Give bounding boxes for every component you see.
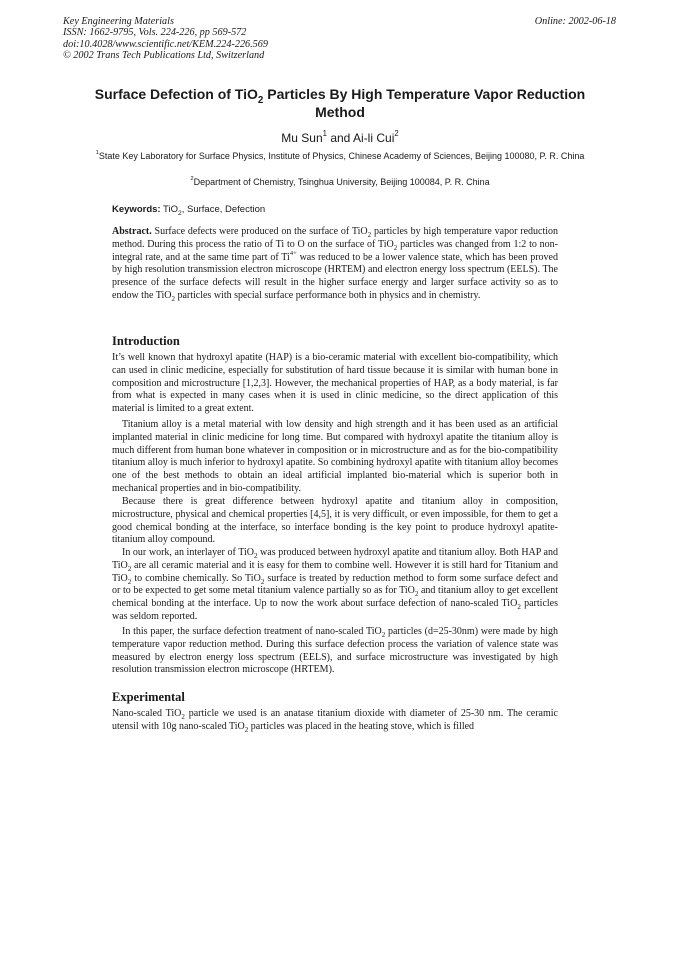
affiliation-2-text: Department of Chemistry, Tsinghua University, Beijing 100084, P. R. China: [193, 177, 490, 187]
affiliation-1: [90, 150, 590, 162]
p6-text-c: particles was placed in the heating stove, which is filled: [248, 720, 475, 732]
issn-line: ISSN: 1662-9795, Vols. 224-226, pp 569-572: [63, 27, 247, 39]
p4-sub-2: 2: [127, 564, 132, 573]
p5-sub-1: 2: [381, 631, 386, 639]
abstract-text-4: was reduced to be a lower valence state, which has been proved by high resolution transmission electron microscope (HRTEM) and electron energy loss spectrum (EELS). The presence of the surface defects will result in the higher surface energy and larger surface activity so as to endow the TiO: [112, 251, 558, 301]
experimental-paragraph-1: [112, 708, 558, 734]
p6-text-b: particle we used is an anatase titanium dioxide with diameter of 25-30 nm. The ceramic utensil with 10g nano-scaled TiO: [112, 708, 558, 732]
author-1-sup: 1: [322, 129, 327, 139]
p4-sub-4: 2: [260, 577, 265, 586]
experimental-heading: Experimental: [112, 690, 185, 704]
author-2: Ai-li Cui: [353, 131, 395, 145]
author-1: Mu Sun: [281, 131, 323, 145]
journal-name: Key Engineering Materials: [63, 16, 174, 27]
introduction-heading: Introduction: [112, 334, 180, 348]
title-sub: 2: [257, 94, 264, 106]
keywords-rest: , Surface, Defection: [181, 204, 266, 215]
abstract-text-1: Surface defects were produced on the surface of TiO: [151, 226, 368, 237]
p4-text-c: are all ceramic material and it is easy for them to combine well. However it is still hard for Titanium and TiO: [112, 559, 558, 584]
online-date: Online: 2002-06-18: [534, 16, 616, 27]
p4-sub-1: 2: [253, 552, 258, 560]
p6-text-a: Nano-scaled TiO: [112, 708, 182, 719]
keyword-1: TiO: [160, 204, 178, 215]
p4-text-b: was produced between hydroxyl apatite and titanium alloy. Both HAP and TiO: [112, 547, 558, 571]
abstract: [112, 226, 558, 303]
abstract-sub-2: 2: [393, 243, 398, 252]
keyword-1-sub: 2: [178, 209, 182, 217]
intro-paragraph-2: Titanium alloy is a metal material with low density and high strength and it has been used as an artificial implanted material in clinic medicine for long time. But compared with hydroxyl apatite the titanium alloy is much different from human bone whatever in composition or in microstructure and as for the bio-compatibility titanium alloy is much inferior to hydroxyl apatite. So combining hydroxyl apatite with titanium alloy becomes one of the best methods to obtain an ideal artificial implanted bio-material which is superior both in mechanical properties and in bio-compatibility.: [112, 419, 558, 494]
affiliation-2: [90, 176, 590, 188]
p4-text-e: surface is treated by reduction method to form some surface defect and or to be expected to get some metal titanium valence partially so as for TiO: [112, 572, 558, 597]
journal-header: [63, 16, 268, 62]
intro-paragraph-5: [112, 626, 558, 677]
abstract-text-5: particles with special surface performance both in physics and in chemistry.: [174, 289, 481, 301]
p6-sub-1: 2: [181, 713, 185, 721]
author-and: and: [326, 131, 354, 145]
abstract-sup: 4+: [289, 249, 297, 257]
affiliation-2-sup: 2: [190, 176, 194, 183]
title-part2: Particles By High Temperature Vapor Reduction Method: [263, 86, 586, 120]
p6-sub-2: 2: [244, 725, 249, 734]
p4-sub-5: 2: [414, 590, 419, 599]
intro-paragraph-4: [112, 547, 558, 624]
p4-text-f: and titanium alloy to get excellent chemical bonding at the interface. Up to now the work about surface defection of nano-scaled TiO: [112, 585, 558, 610]
intro-paragraph-1: It’s well known that hydroxyl apatite (HAP) is a bio-ceramic material with excellent bio-compatibility, which can used in clinic medicine, especially for substitution of hard tissue because it is similar with human bone in composition and microstructure [1,2,3]. However, the mechanical properties of HAP, as a body material, is far from what is expected in many cases when it is used in clinic medicine, so the direct application of this material is limited to a great extent.: [112, 352, 558, 415]
p4-text-g: particles was seldom reported.: [112, 598, 558, 622]
author-2-sup: 2: [394, 129, 399, 139]
p4-sub-6: 2: [517, 603, 521, 612]
p5-text-a: In this paper, the surface defection treatment of nano-scaled TiO: [122, 626, 382, 637]
author-list: [90, 131, 590, 145]
keywords-label: Keywords:: [112, 204, 161, 215]
p5-text-b: particles (d=25-30nm) were made by high temperature vapor reduction method. During this surface defection process the variation of valence state was measured by electron energy loss spectrum (EELS), and surface microstructure was investigated by high resolution transmission electron microscope (HRTEM).: [112, 626, 558, 676]
title-part1: Surface Defection of TiO: [94, 86, 258, 102]
abstract-text-2: particles by high temperature vapor reduction method. During this process the ratio of Ti to O on the surface of TiO: [112, 226, 559, 250]
doi-line: doi:10.4028/www.scientific.net/KEM.224-226.569: [63, 38, 268, 50]
p4-text-a: In our work, an interlayer of TiO: [122, 547, 254, 558]
abstract-sub-3: 2: [171, 294, 175, 303]
affiliation-1-text: State Key Laboratory for Surface Physics, Institute of Physics, Chinese Academy of Sciences, Beijing 100080, P. R. China: [98, 151, 585, 161]
paper-title: [90, 85, 590, 121]
abstract-sub-1: 2: [367, 231, 372, 239]
p4-text-d: to combine chemically. So TiO: [131, 572, 261, 584]
abstract-label: Abstract.: [112, 226, 152, 237]
abstract-text-3: particles was changed from 1:2 to non-integral rate, and at the same time part of Ti: [112, 238, 558, 263]
affiliation-1-sup: 1: [95, 150, 99, 157]
p4-sub-3: 2: [127, 577, 132, 586]
intro-paragraph-3: Because there is great difference between hydroxyl apatite and titanium alloy in composition, microstructure, physical and chemical properties [4,5], it is very difficult, or even impossible, for them to get a good chemical bonding at the interface, so interface bonding is the key point to produce hydroxyl apatite-titanium alloy compound.: [112, 496, 558, 546]
copyright-line: © 2002 Trans Tech Publications Ltd, Switzerland: [63, 50, 265, 62]
keywords: [112, 204, 265, 215]
